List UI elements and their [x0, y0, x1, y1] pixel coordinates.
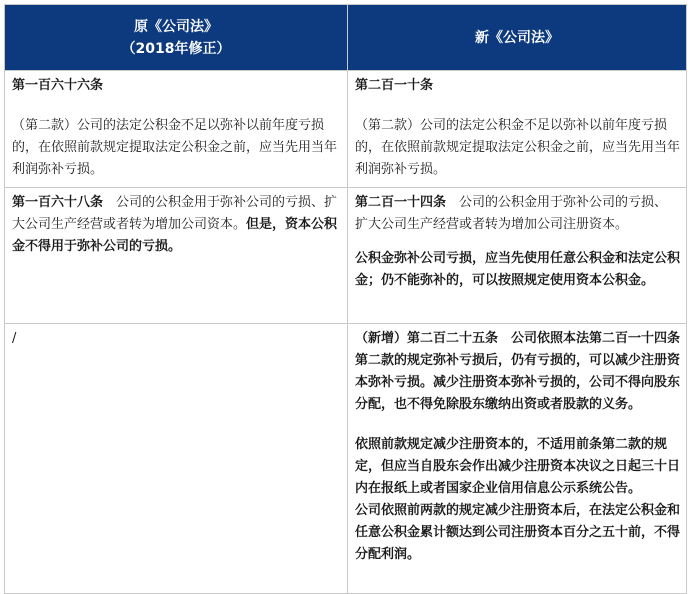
old-law-title: 原《公司法》	[134, 18, 218, 35]
article-text-bold: （新增）第二百二十五条 公司依照本法第二百一十四条第二款的规定弥补亏损后，仍有亏损的，可以减少注册资本弥补亏损。减少注册资本弥补亏损的，公司不得向股东分配，也不得免除股东缴纳出资或者股款的义务。	[355, 331, 681, 412]
old-law-cell	[5, 324, 348, 594]
law-comparison-table	[4, 4, 687, 594]
new-law-cell	[348, 324, 687, 594]
table-row	[5, 324, 687, 594]
article-text: 公司的公积金用于弥补公司的亏损、扩大公司生产经营或者转为增加公司注册资本。	[355, 195, 668, 232]
header-new-law	[348, 5, 687, 71]
header-row	[5, 5, 687, 71]
header-old-law	[5, 5, 348, 71]
empty-marker: /	[12, 331, 17, 346]
article-title: 第一百六十六条	[12, 78, 104, 93]
article-text-bold: 但是，资本公积金不得用于弥补公司的亏损。	[12, 217, 338, 254]
article-text-bold: 公积金弥补公司亏损，应当先使用任意公积金和法定公积金；仍不能弥补的，可以按照规定使用资本公积金。	[355, 251, 681, 288]
article-title: 第二百一十条	[355, 78, 434, 93]
new-law-cell	[348, 188, 687, 324]
new-law-title: 新《公司法》	[475, 29, 559, 46]
article-text: （第二款）公司的法定公积金不足以弥补以前年度亏损的，在依照前款规定提取法定公积金之前，应当先用当年利润弥补亏损。	[355, 118, 681, 177]
old-law-cell	[5, 188, 348, 324]
article-paragraph	[12, 192, 341, 258]
new-law-cell	[348, 71, 687, 188]
article-paragraph	[355, 192, 680, 236]
article-text: （第二款）公司的法定公积金不足以弥补以前年度亏损的，在依照前款规定提取法定公积金之前，应当先用当年利润弥补亏损。	[12, 118, 338, 177]
article-title: 第一百六十八条	[12, 195, 104, 210]
article-text-bold: 公司依照前两款的规定减少注册资本后，在法定公积金和任意公积金累计额达到公司注册资本百分之五十前，不得分配利润。	[355, 503, 681, 562]
article-text-bold: 依照前款规定减少注册资本的，不适用前条第二款的规定，但应当自股东会作出减少注册资本决议之日起三十日内在报纸上或者国家企业信用信息公示系统公告。	[355, 437, 681, 496]
old-law-cell	[5, 71, 348, 188]
article-text: 公司的公积金用于弥补公司的亏损、扩大公司生产经营或者转为增加公司资本。	[12, 195, 338, 232]
article-title: 第二百一十四条	[355, 195, 447, 210]
table-row	[5, 71, 687, 188]
table-row	[5, 188, 687, 324]
old-law-subtitle: （2018年修正）	[121, 40, 231, 57]
